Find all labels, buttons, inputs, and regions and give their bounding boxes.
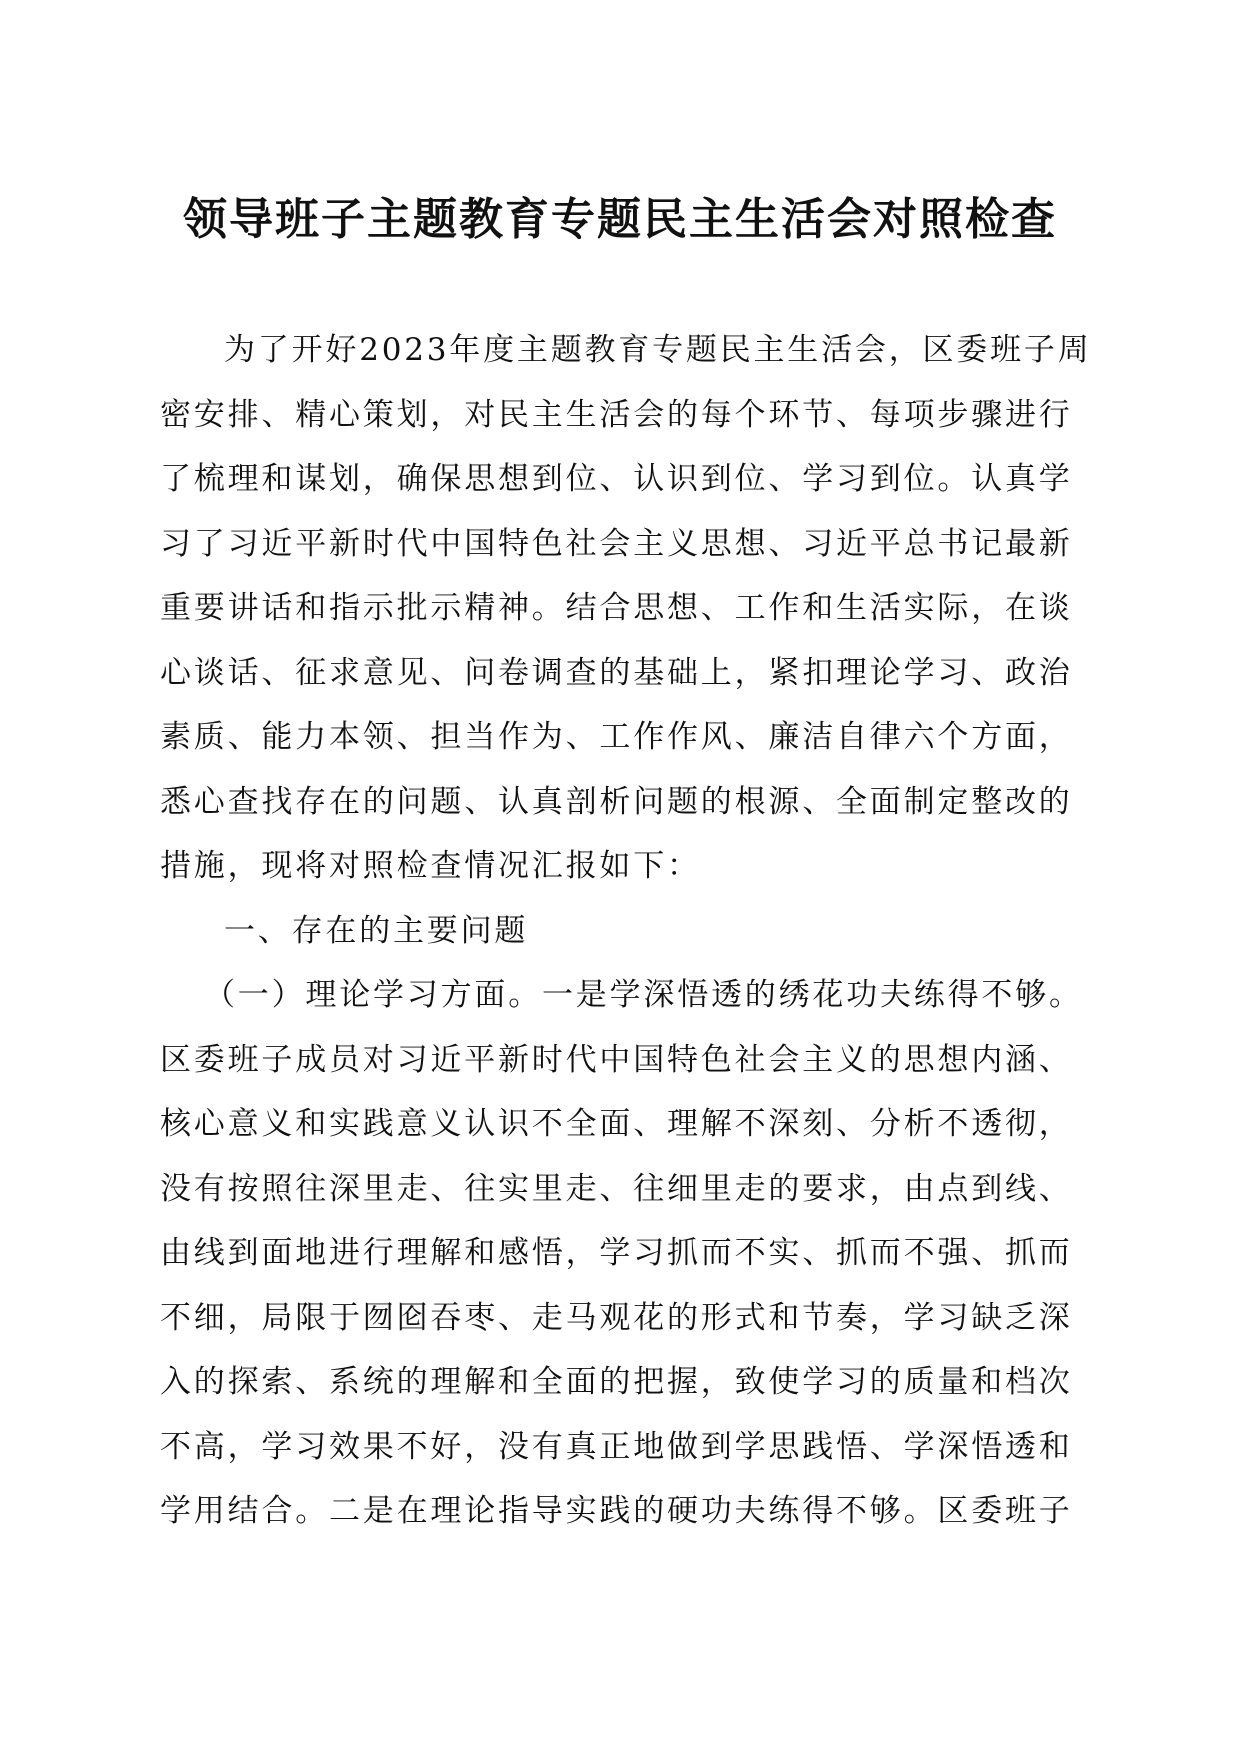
body-line: 心谈话、征求意见、问卷调查的基础上，紧扣理论学习、政治	[160, 654, 1073, 691]
body-line: 密安排、精心策划，对民主生活会的每个环节、每项步骤进行	[160, 396, 1073, 433]
body-line: 没有按照往深里走、往实里走、往细里走的要求，由点到线、	[160, 1170, 1073, 1207]
body-line: 措施，现将对照检查情况汇报如下：	[160, 848, 701, 884]
body-line: 不高，学习效果不好，没有真正地做到学思践悟、学深悟透和	[160, 1428, 1073, 1465]
body-line: 学用结合。二是在理论指导实践的硬功夫练得不够。区委班子	[160, 1493, 1073, 1529]
document-title: 领导班子主题教育专题民主生活会对照检查	[183, 194, 1057, 245]
body-line: 素质、能力本领、担当作为、工作作风、廉洁自律六个方面，	[160, 719, 1073, 755]
body-line: 为了开好2023年度主题教育专题民主生活会，区委班子周	[224, 332, 1092, 368]
body-line: 悉心查找存在的问题、认真剖析问题的根源、全面制定整改的	[160, 783, 1073, 820]
document-body	[160, 318, 1092, 1544]
body-line: 核心意义和实践意义认识不全面、理解不深刻、分析不透彻，	[160, 1106, 1073, 1142]
section-heading: 一、存在的主要问题	[224, 912, 529, 949]
body-line: 不细，局限于囫囵吞枣、走马观花的形式和节奏，学习缺乏深	[160, 1299, 1073, 1336]
body-line: 区委班子成员对习近平新时代中国特色社会主义的思想内涵、	[160, 1041, 1073, 1078]
body-line: 了梳理和谋划，确保思想到位、认识到位、学习到位。认真学	[160, 461, 1073, 497]
subsection-line: （一）理论学习方面。一是学深悟透的绣花功夫练得不够。	[204, 977, 1083, 1013]
body-line: 由线到面地进行理解和感悟，学习抓而不实、抓而不强、抓而	[160, 1235, 1073, 1271]
body-line: 重要讲话和指示批示精神。结合思想、工作和生活实际，在谈	[160, 590, 1073, 626]
body-line: 习了习近平新时代中国特色社会主义思想、习近平总书记最新	[160, 525, 1073, 562]
body-line: 入的探索、系统的理解和全面的把握，致使学习的质量和档次	[160, 1364, 1073, 1400]
